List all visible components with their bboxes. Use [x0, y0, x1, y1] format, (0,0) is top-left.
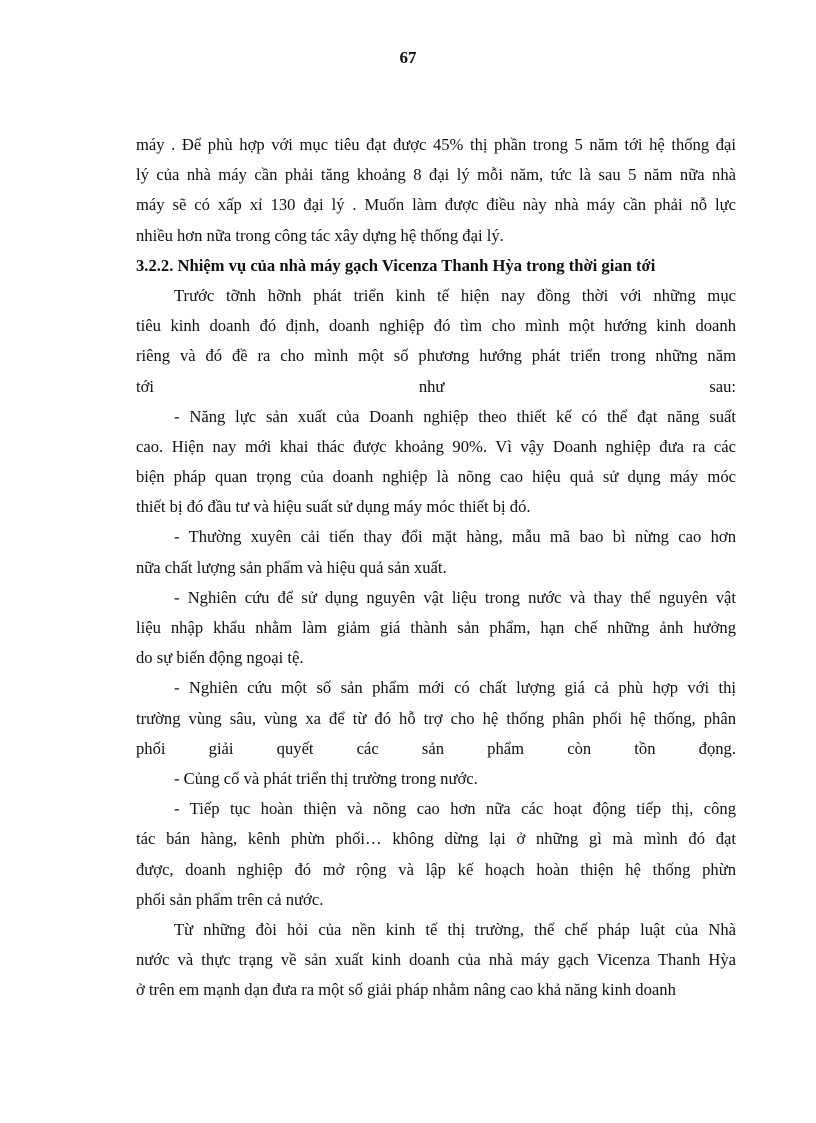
- text-line: tiêu kinh doanh đó định, doanh nghiệp đó tìm cho mình một hướng kinh doanh: [136, 316, 736, 336]
- text-line: - Củng cố và phát triển thị trường trong nước.: [174, 768, 478, 788]
- text-line: biện pháp quan trọng của doanh nghiệp là nõng cao hiệu quả sử dụng máy móc: [136, 467, 736, 487]
- section-heading: 3.2.2. Nhiệm vụ của nhà máy gạch Vicenza Thanh Hỳa trong thời gian tới: [136, 255, 656, 275]
- body-text: [136, 130, 736, 1005]
- text-line: ở trên em mạnh dạn đưa ra một số giải pháp nhằm nâng cao khả năng kinh doanh: [136, 980, 676, 1000]
- text-line: nhiều hơn nữa trong công tác xây dựng hệ thống đại lý.: [136, 225, 504, 245]
- text-line: Trước tỡnh hỡnh phát triển kinh tế hiện nay đồng thời với những mục: [174, 285, 736, 305]
- text-line: do sự biến động ngoại tệ.: [136, 648, 304, 668]
- text-line: được, doanh nghiệp đó mở rộng và lập kế hoạch hoàn thiện hệ thống phừn: [136, 859, 736, 879]
- text-line: Từ những đòi hỏi của nền kinh tế thị trường, thể chế pháp luật của Nhà: [174, 919, 736, 939]
- text-line: máy sẽ có xấp xỉ 130 đại lý . Muốn làm được điều này nhà máy cần phải nỗ lực: [136, 195, 736, 215]
- text-line: liệu nhập khẩu nhằm làm giảm giá thành sản phẩm, hạn chế những ảnh hưởng: [136, 618, 736, 637]
- text-line: tác bán hàng, kênh phừn phối… không dừng lại ở những gì mà mình đó đạt: [136, 829, 736, 849]
- text-line: tới như sau:: [136, 376, 736, 396]
- text-line: cao. Hiện nay mới khai thác được khoảng 90%. Vì vậy Doanh nghiệp đưa ra các: [136, 436, 736, 456]
- text-line: phối sản phẩm trên cả nước.: [136, 889, 324, 909]
- text-line: - Năng lực sản xuất của Doanh nghiệp theo thiết kế có thể đạt năng suất: [174, 406, 736, 426]
- text-line: trường vùng sâu, vùng xa để từ đó hỗ trợ cho hệ thống phân phối hệ thống, phân: [136, 708, 736, 728]
- text-line: máy . Để phù hợp với mục tiêu đạt được 45% thị phần trong 5 năm tới hệ thống đại: [136, 135, 736, 154]
- text-line: nữa chất lượng sản phẩm và hiệu quả sản xuất.: [136, 557, 447, 577]
- text-line: nước và thực trạng về sản xuất kinh doanh của nhà máy gạch Vicenza Thanh Hỳa: [136, 950, 736, 970]
- text-line: lý của nhà máy cần phải tăng khoảng 8 đại lý mỗi năm, tức là sau 5 năm nữa nhà: [136, 165, 736, 185]
- text-line: riêng và đó đề ra cho mình một số phương hướng phát triển trong những năm: [136, 346, 736, 366]
- page-number: 67: [399, 48, 417, 67]
- text-line: thiết bị đó đầu tư và hiệu suất sử dụng máy móc thiết bị đó.: [136, 497, 531, 517]
- text-line: - Tiếp tục hoàn thiện và nõng cao hơn nữa các hoạt động tiếp thị, công: [174, 799, 736, 819]
- text-line: - Nghiên cứu để sử dụng nguyên vật liệu trong nước và thay thế nguyên vật: [174, 587, 736, 607]
- text-line: - Thường xuyên cải tiến thay đổi mặt hàng, mẫu mã bao bì nừng cao hơn: [174, 527, 736, 547]
- text-line: - Nghiên cứu một số sản phẩm mới có chất lượng giá cả phù hợp với thị: [174, 678, 736, 698]
- text-line: phối giải quyết các sản phẩm còn tồn đọng.: [136, 738, 736, 758]
